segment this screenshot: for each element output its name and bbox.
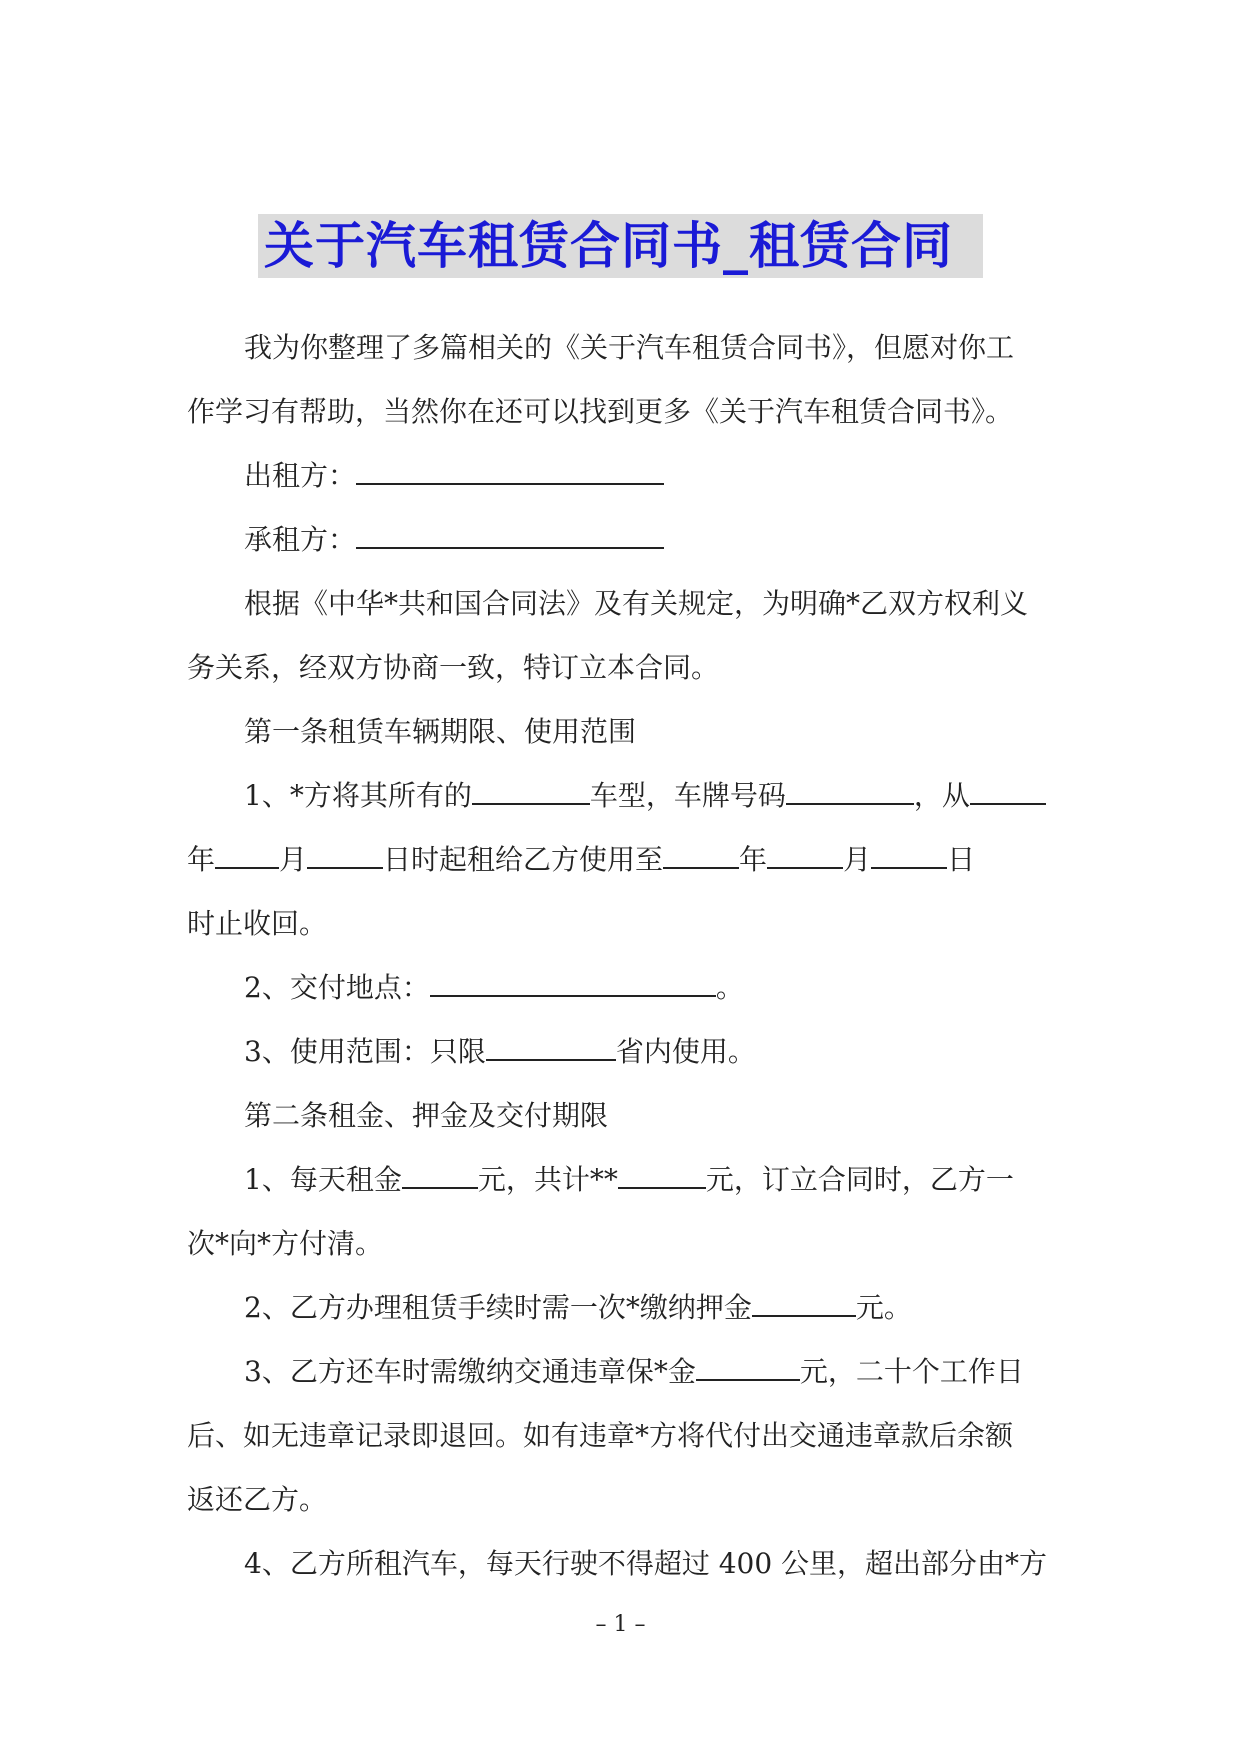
article2-item3-line3: 返还乙方。	[187, 1483, 328, 1516]
art1-1-text-c: ，从	[913, 779, 970, 812]
lessee-line	[187, 508, 1067, 572]
violation-deposit-blank	[696, 1349, 800, 1381]
start-year-blank	[970, 773, 1046, 805]
end-day-blank	[871, 837, 947, 869]
end-month-blank	[767, 837, 843, 869]
delivery-location-blank	[430, 965, 716, 997]
art1-3-text-b: 省内使用。	[615, 1035, 756, 1068]
article1-item1-line3: 时止收回。	[187, 907, 328, 940]
daily-rent-blank	[402, 1157, 478, 1189]
art2-1-text-a: 1、每天租金	[244, 1163, 402, 1196]
province-blank	[486, 1029, 616, 1061]
basis-paragraph-line1: 根据《中华*共和国合同法》及有关规定，为明确*乙双方权利义	[244, 587, 1029, 620]
art2-3-text-a: 3、乙方还车时需缴纳交通违章保*金	[244, 1355, 696, 1388]
deposit-blank	[752, 1285, 856, 1317]
page-number: – 1 –	[595, 1612, 646, 1637]
lessor-line	[187, 444, 1067, 508]
article2-item3-line1	[187, 1340, 1067, 1404]
art1-1-text-i: 日	[947, 843, 976, 876]
document-title: 关于汽车租赁合同书_租赁合同	[258, 214, 983, 278]
art1-2-text-a: 2、交付地点：	[244, 971, 430, 1004]
intro-paragraph-line2: 作学习有帮助，当然你在还可以找到更多《关于汽车租赁合同书》。	[187, 395, 1014, 428]
art1-1-text-h: 月	[843, 843, 872, 876]
article1-item1-line2	[187, 828, 1067, 892]
lessor-label: 出租方：	[244, 459, 357, 492]
document-body	[187, 316, 1067, 1596]
article1-heading: 第一条租赁车辆期限、使用范围	[244, 715, 637, 748]
article2-item2	[187, 1276, 1067, 1340]
article1-item3	[187, 1020, 1067, 1084]
start-month-blank	[215, 837, 279, 869]
art2-1-text-c: 元，订立合同时，乙方一	[705, 1163, 1014, 1196]
art2-2-text-a: 2、乙方办理租赁手续时需一次*缴纳押金	[244, 1291, 752, 1324]
art1-1-text-e: 月	[279, 843, 308, 876]
art1-1-text-a: 1、*方将其所有的	[244, 779, 472, 812]
art1-3-text-a: 3、使用范围：只限	[244, 1035, 486, 1068]
lessor-blank	[356, 453, 664, 485]
total-rent-blank	[618, 1157, 706, 1189]
article2-heading: 第二条租金、押金及交付期限	[244, 1099, 609, 1132]
art2-2-text-b: 元。	[855, 1291, 912, 1324]
article1-item1-line1	[187, 764, 1067, 828]
article2-item4-line1: 4、乙方所租汽车，每天行驶不得超过 400 公里，超出部分由*方	[244, 1547, 1048, 1580]
plate-number-blank	[786, 773, 914, 805]
article2-item3-line2: 后、如无违章记录即退回。如有违章*方将代付出交通违章款后余额	[187, 1419, 1014, 1452]
start-day-blank	[307, 837, 383, 869]
art1-2-text-b: 。	[715, 971, 744, 1004]
car-model-blank	[472, 773, 590, 805]
article2-item1-line2: 次*向*方付清。	[187, 1227, 384, 1260]
art1-1-text-g: 年	[739, 843, 768, 876]
art1-1-text-b: 车型，车牌号码	[589, 779, 786, 812]
title-container	[0, 214, 1241, 278]
intro-paragraph-line1: 我为你整理了多篇相关的《关于汽车租赁合同书》，但愿对你工	[244, 331, 1015, 364]
basis-paragraph-line2: 务关系，经双方协商一致，特订立本合同。	[187, 651, 720, 684]
end-year-blank	[663, 837, 739, 869]
article1-item2	[187, 956, 1067, 1020]
art2-3-text-b: 元，二十个工作日	[799, 1355, 1024, 1388]
article2-item1-line1	[187, 1148, 1067, 1212]
art1-1-text-d: 年	[187, 843, 216, 876]
lessee-blank	[356, 517, 664, 549]
art1-1-text-f: 日时起租给乙方使用至	[383, 843, 664, 876]
lessee-label: 承租方：	[244, 523, 357, 556]
art2-1-text-b: 元，共计**	[477, 1163, 618, 1196]
